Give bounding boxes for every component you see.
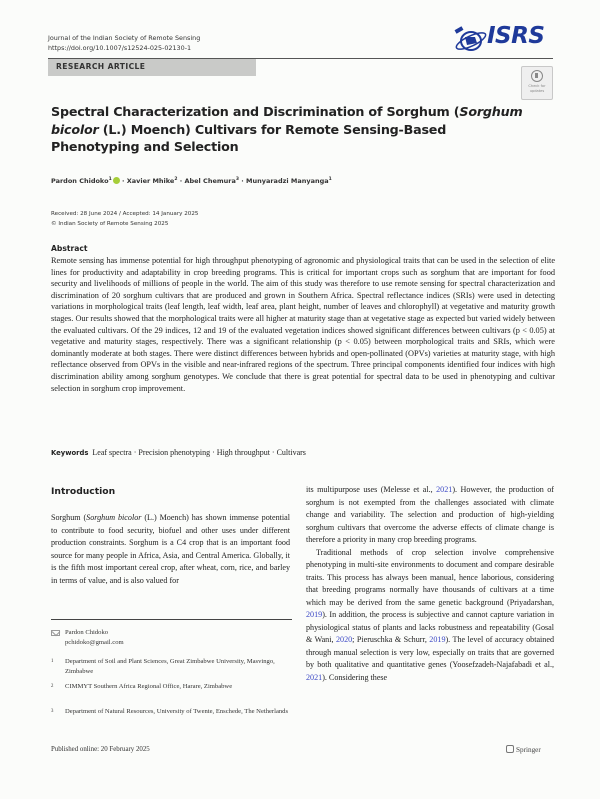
text: ). However, the production of sorghum is not exempted from the challenges associated with climate change and variability. The selection and production of high-yielding sorghum cultivars that overcome the adverse effects of climate change is therefore a priority in many crop breeding programs. (306, 485, 555, 544)
affiliation-mark: 1 (51, 659, 54, 664)
text: its multipurpose uses (Melesse et al., (306, 485, 437, 494)
affiliation-mark: 2 (51, 684, 54, 689)
author-separator: · (239, 177, 246, 186)
text: Traditional methods of crop selection involve comprehensive phenotyping in multi-site environments to document and compare desirable traits. This process has always been manual, hence laborious, considering that breeding programs normally have thousands of cultivars at a time which may be derived from the same genetic background (Priyadarshan, (306, 547, 554, 607)
affiliation-text: Department of Soil and Plant Sciences, Great Zimbabwe University, Masvingo, Zimbabwe (65, 658, 275, 676)
published-online: Published online: 20 February 2025 (51, 746, 150, 753)
orcid-icon[interactable] (113, 177, 120, 184)
logo-text: ISRS (487, 23, 545, 49)
journal-name: Journal of the Indian Society of Remote Sensing (48, 34, 201, 42)
text: (L.) Moench) has shown immense potential to contribute to food security, biofuel and other uses under different production constraints. Sorghum is a C4 crop that is an important food source for many people in Africa, Asia, and Central America. Globally, it is the fifth most important cereal crop, after wheat, corn, rice, and barley in terms of value, and is also valued for (51, 513, 290, 585)
author[interactable] (127, 177, 178, 185)
corresponding-name: Pardon Chidoko (65, 629, 109, 636)
text: ). Considering these (322, 672, 388, 682)
bookmark-icon (531, 70, 543, 82)
mail-icon (51, 630, 60, 636)
intro-paragraph (51, 512, 290, 587)
keywords (51, 448, 306, 457)
author-name: Pardon Chidoko (51, 177, 109, 186)
author-list (51, 177, 332, 185)
doi-link[interactable]: https://doi.org/10.1007/s12524-025-02130-1 (48, 44, 192, 52)
intro-paragraph (306, 484, 554, 547)
article-type-label: RESEARCH ARTICLE (56, 62, 146, 71)
citation-link[interactable]: 2021 (436, 485, 453, 494)
article-title (51, 103, 531, 156)
citation-link[interactable]: 2019 (306, 610, 323, 619)
introduction-heading: Introduction (51, 486, 116, 497)
citation-link[interactable]: 2019 (429, 635, 446, 644)
author-affiliation-mark: 3 (235, 177, 239, 182)
author-name: Munyaradzi Manyanga (246, 177, 329, 186)
article-type-band (48, 59, 256, 76)
copyright: © Indian Society of Remote Sensing 2025 (51, 220, 169, 227)
text: ; Pieruschka & Schurr, (352, 635, 430, 644)
title-species: Sorghum bicolor (51, 104, 523, 137)
abstract-text: Remote sensing has immense potential for high throughput phenotyping of agronomic and physiological traits that can be used in the selection of elite lines for productivity and adaptability in crop breeding programs. This is critical for important crops such as sorghum that are important for food security and livelihoods of millions of people in the world. The aim of this study was therefore to use remote sensing for spectral characterization and discrimination of 20 sorghum cultivars that are produced and grown in Southern Africa. Spectral reflectance indices (SRIs) were used in detecting variations in morphological traits (leaf length, leaf width, leaf area, plant height, number of leaves and chlorophyll) at vegetative and maturity growth stages. Our results showed that the morphological traits were all higher at maturity stage than at vegetative stage as expected but varied widely between the evaluated cultivars. Of the 29 indices, 12 and 19 of the evaluated vegetation indices showed significant differences between cultivars (p < 0.05) at vegetative and maturity stages, respectively. There was a significant relationship (p < 0.05) between morphological traits and SRIs, which were dominantly moderate at both stages. There were distinct differences between hybrids and open-pollinated (OPVs) varieties at maturity stage, with high reflectance observed from OPVs in the visible and near-infrared regions of the spectrum. Three principal components identified four indices with high discrimination ability among sorghum genotypes. We conclude that there is great potential for spectral data to be used in phenotyping and cultivar selection in sorghum crop improvement. (51, 256, 555, 393)
author[interactable] (184, 177, 239, 185)
author[interactable] (246, 177, 332, 185)
title-text-1: Spectral Characterization and Discrimination of Sorghum ( (51, 104, 460, 119)
author[interactable] (51, 177, 112, 185)
affiliation-text: Department of Natural Resources, University of Twente, Enschede, The Netherlands (65, 708, 289, 715)
text: ). The level of accuracy obtained through manual selection is very low, especially on traits that are governed by both qualitative and quantitative genes (Yoosefzadeh-Najafabadi et al., (306, 635, 554, 669)
title-text-2: (L.) Moench) Cultivars for Remote Sensing-Based Phenotyping and Selection (51, 121, 447, 154)
author-name: Xavier Mhike (126, 177, 175, 186)
author-separator: · (119, 177, 127, 186)
corresponding-email[interactable]: pchidoko@gmail.com (65, 639, 124, 647)
author-affiliation-mark: 1 (108, 177, 112, 182)
intro-left-column (51, 512, 290, 587)
satellite-globe-icon (453, 25, 489, 55)
check-for-updates-label: Check for updates (528, 84, 546, 93)
citation-link[interactable]: 2021 (306, 672, 323, 682)
publisher-name: Springer (516, 746, 541, 754)
intro-right-column (306, 484, 554, 684)
keywords-label: Keywords (51, 449, 89, 457)
affiliation (51, 657, 291, 677)
article-dates (51, 210, 198, 229)
author-affiliation-mark: 1 (328, 177, 332, 182)
intro-paragraph (306, 547, 554, 685)
author-name: Abel Chemura (184, 177, 236, 186)
affiliation-mark: 3 (51, 709, 54, 714)
species-name: Sorghum bicolor (86, 513, 142, 522)
footnote-rule (51, 619, 292, 620)
journal-meta (48, 33, 200, 53)
received-accepted: Received: 28 June 2024 / Accepted: 14 January 2025 (51, 211, 199, 217)
author-separator: · (177, 177, 185, 186)
corresponding-author (51, 628, 291, 648)
keywords-text: Leaf spectra · Precision phenotyping · High throughput · Cultivars (92, 448, 306, 457)
publisher-logo (506, 745, 541, 754)
abstract-heading: Abstract (51, 244, 88, 253)
affiliation-text: CIMMYT Southern Africa Regional Office, Harare, Zimbabwe (65, 683, 233, 690)
author-affiliation-mark: 2 (174, 177, 178, 182)
citation-link[interactable]: 2020 (335, 635, 353, 644)
springer-horse-icon (506, 745, 514, 753)
affiliation (51, 682, 291, 692)
text: ). In addition, the process is subjective and cannot capture variation in physiological status of plants and lacks robustness and repeatability (Gosal & Wani, (306, 610, 554, 644)
check-for-updates-button[interactable] (521, 66, 553, 100)
text: Sorghum ( (51, 513, 87, 522)
isrs-logo (453, 25, 578, 55)
affiliation (51, 707, 291, 717)
